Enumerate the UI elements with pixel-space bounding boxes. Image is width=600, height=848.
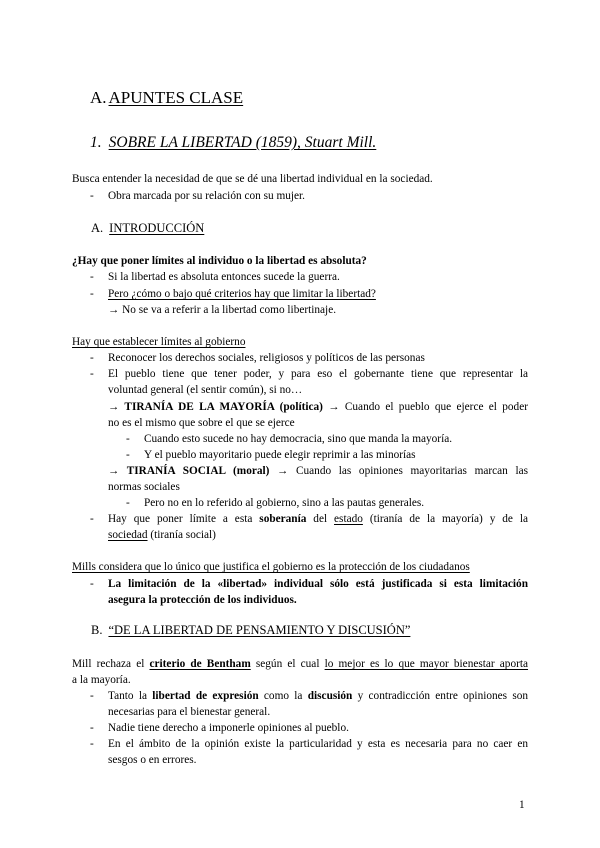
bullet-dash: -: [126, 497, 130, 509]
bentham-mid: según el cual: [255, 658, 320, 670]
intro-bullet: Obra marcada por su relación con su mujer.: [108, 190, 305, 202]
gov-item-3-mid: del: [313, 513, 328, 525]
heading-1-marker: 1.: [90, 134, 102, 151]
heading-1-text: SOBRE LA LIBERTAD (1859), Stuart Mill.: [108, 134, 377, 151]
bullet-dash: -: [90, 288, 94, 300]
gov-item-3-line-1: [108, 511, 528, 527]
bullet-dash: -: [90, 368, 94, 380]
gov-item-3-line-2: [108, 527, 216, 543]
gov-item-3-pre: Hay que poner límite a esta: [108, 513, 253, 525]
bullet-dash: -: [90, 271, 94, 283]
bentham-principio: lo mejor es lo que mayor bienestar aporta: [324, 658, 529, 670]
bentham-item-1-mid: como la: [263, 690, 303, 702]
bentham-item-1-line-2: necesarias para el bienestar general.: [108, 706, 271, 718]
tirania-politica-line: [108, 399, 528, 415]
tirania-politica-line-2: no es el mismo que sobre el que se ejerce: [108, 417, 295, 429]
bentham-item-3-line-2: sesgos o en errores.: [108, 754, 197, 766]
section-b-heading: [91, 622, 410, 638]
question-heading: ¿Hay que poner límites al individuo o la libertad es absoluta?: [72, 255, 367, 267]
tirania-politica-sub-2: Y el pueblo mayoritario puede elegir reprimir a las minorías: [144, 449, 416, 461]
tirania-politica-sub-1: Cuando esto sucede no hay democracia, sino que manda la mayoría.: [144, 433, 453, 445]
mills-bold-line-2: asegura la protección de los individuos.: [108, 594, 297, 606]
bentham-pre: Mill rechaza el: [72, 658, 145, 670]
section-a-heading: [91, 220, 204, 236]
bentham-line-1: [72, 656, 528, 672]
heading-marker: A.: [90, 88, 107, 107]
tirania-politica-rest: → Cuando el pueblo que ejerce el poder: [328, 401, 528, 413]
gov-item-3-post: (tiranía de la mayoría) y de la: [369, 513, 528, 525]
intro-line: Busca entender la necesidad de que se dé una libertad individual en la sociedad.: [72, 173, 433, 185]
gov-item-3-estado: estado: [334, 513, 363, 525]
heading-apuntes-text: APUNTES CLASE: [108, 88, 244, 107]
bentham-item-1-pre: Tanto la: [108, 690, 147, 702]
tirania-social-label: → TIRANÍA SOCIAL (moral): [108, 465, 270, 477]
bentham-item-1-post: y contradicción entre opiniones son: [357, 690, 529, 702]
tirania-social-rest: → Cuando las opiniones mayoritarias marcan las: [277, 465, 528, 477]
gov-item-3-sociedad: sociedad: [108, 529, 148, 541]
question-sub: → No se va a referir a la libertad como libertinaje.: [108, 304, 337, 316]
page-number: 1: [519, 799, 525, 811]
section-b-title: “DE LA LIBERTAD DE PENSAMIENTO Y DISCUSIÓN”: [108, 623, 411, 637]
section-a-marker: A.: [91, 221, 104, 235]
bentham-item-1-libertad: libertad de expresión: [152, 690, 259, 702]
bullet-dash: -: [90, 190, 94, 202]
tirania-social-sub: Pero no en lo referido al gobierno, sino a las pautas generales.: [144, 497, 425, 509]
question-item-1: Si la libertad es absoluta entonces sucede la guerra.: [108, 271, 340, 283]
bullet-dash: -: [90, 513, 94, 525]
bentham-item-1-line-1: [108, 688, 528, 704]
heading-apuntes: [90, 88, 243, 108]
bentham-item-1-discusion: discusión: [307, 690, 353, 702]
bullet-dash: -: [90, 352, 94, 364]
tirania-social-line: [108, 463, 528, 479]
gov-heading: Hay que establecer límites al gobierno: [72, 336, 246, 348]
mills-heading: Mills considera que lo único que justifica el gobierno es la protección de los ciudadanos: [72, 561, 470, 573]
section-b-marker: B.: [91, 623, 103, 637]
gov-item-3-end: (tiranía social): [150, 529, 216, 541]
bullet-dash: -: [126, 449, 130, 461]
bullet-dash: -: [90, 738, 94, 750]
tirania-politica-label: → TIRANÍA DE LA MAYORÍA (política): [108, 401, 323, 413]
bullet-dash: -: [90, 578, 94, 590]
bentham-item-3-line-1: En el ámbito de la opinión existe la particularidad y esta es necesaria para no caer en: [108, 738, 528, 750]
gov-item-2-line-1: El pueblo tiene que tener poder, y para eso el gobernante tiene que representar la: [108, 368, 528, 380]
gov-item-3-soberania: soberanía: [259, 513, 307, 525]
mills-bold-line-1: La limitación de la «libertad» individual sólo está justificada si esta limitación: [108, 578, 528, 590]
bullet-dash: -: [90, 722, 94, 734]
bullet-dash: -: [126, 433, 130, 445]
bentham-item-2: Nadie tiene derecho a imponerle opiniones al pueblo.: [108, 722, 349, 734]
question-item-2: Pero ¿cómo o bajo qué criterios hay que limitar la libertad?: [108, 288, 376, 300]
bentham-criterio: criterio de Bentham: [149, 658, 251, 670]
section-a-title: INTRODUCCIÓN: [109, 221, 205, 235]
tirania-social-line-2: normas sociales: [108, 481, 180, 493]
bentham-line-2: a la mayoría.: [72, 674, 131, 686]
heading-sobre-la-libertad: [90, 133, 376, 153]
gov-item-2-line-2: voluntad general (el sentir común), si no…: [108, 384, 303, 396]
bullet-dash: -: [90, 690, 94, 702]
gov-item-1: Reconocer los derechos sociales, religiosos y políticos de las personas: [108, 352, 425, 364]
